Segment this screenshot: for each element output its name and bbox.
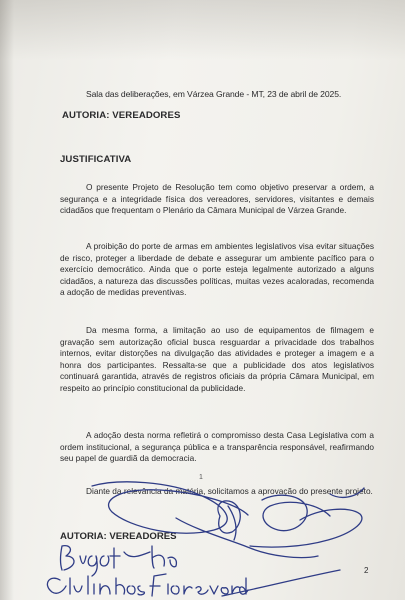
closing-sentence: Diante da relevância da matéria, solicitamos a aprovação do presente projeto. xyxy=(86,486,373,496)
signature-loop-5 xyxy=(250,509,362,547)
signature-stroke-6 xyxy=(330,488,364,497)
autoria-bottom: AUTORIA: VEREADORES xyxy=(60,531,177,542)
signature-underline xyxy=(222,570,340,596)
page-number: 2 xyxy=(364,566,369,575)
signature-stroke-3 xyxy=(228,506,236,540)
autoria-heading: AUTORIA: VEREADORES xyxy=(62,110,181,121)
signature-fiorevard xyxy=(150,574,248,596)
paragraph-3: Da mesma forma, a limitação ao uso de equipamentos de filmagem e gravação sem autorização oficial busca resguardar a privacidade dos trabalhos internos, evitar distorções na divulgação das atividades e proteger a imagem e a honra dos participantes. Ressalta-se que a publicidade dos atos legislativos continuará garantida, através de registros oficiais da própria Câmara Municipal, em respeito ao princípio constitucional da publicidade. xyxy=(60,325,374,393)
signature-loop-2 xyxy=(218,501,240,533)
date-line: Sala das deliberações, em Várzea Grande - MT, 23 de abril de 2025. xyxy=(86,89,342,99)
paragraph-2: A proibição do porte de armas em ambientes legislativos visa evitar situações de risco, proteger a liberdade de debate e assegurar um ambiente pacífico para o exercício democrático. Ainda que o porte esteja legalmente autorizado a alguns cidadãos, a natureza das discussões políticas, muitas vezes acaloradas, recomenda a adoção de medidas preventivas. xyxy=(60,241,374,298)
signature-loop-1 xyxy=(92,482,248,533)
paragraph-1: O presente Projeto de Resolução tem como objetivo preservar a ordem, a segurança e a integridade física dos vereadores, servidores, visitantes e demais cidadãos que frequentam o Plenário da Câmara Municipal de Várzea Grande. xyxy=(60,182,374,216)
paragraph-4: A adoção desta norma refletirá o compromisso desta Casa Legislativa com a ordem institucional, a segurança pública e a transparência responsável, reafirmando seu papel de guardiã da democracia. xyxy=(60,430,374,464)
signature-stroke-7 xyxy=(176,518,318,558)
signature-brag xyxy=(61,546,177,576)
small-mark: 1 xyxy=(199,474,203,481)
justificativa-heading: JUSTIFICATIVA xyxy=(60,154,132,165)
signature-loop-4 xyxy=(262,495,330,530)
signature-carlinhos xyxy=(47,576,144,595)
